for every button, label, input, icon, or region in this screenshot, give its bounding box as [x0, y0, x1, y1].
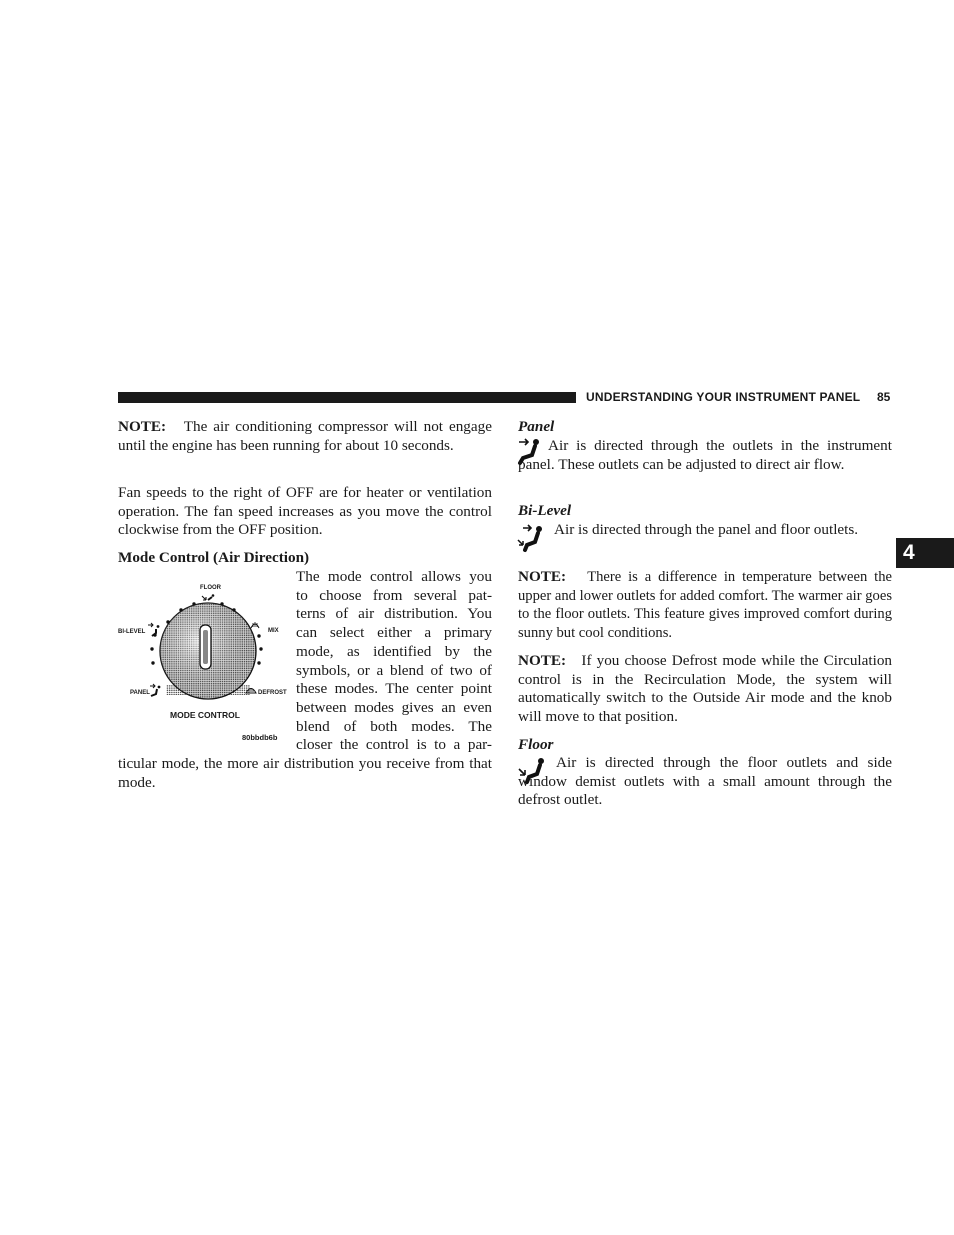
paragraph-line: blend of both modes. The — [296, 717, 492, 735]
label-floor: FLOOR — [200, 585, 221, 591]
paragraph-line: closer the control is to a par- — [296, 736, 492, 754]
panel-description — [518, 437, 892, 474]
paragraph-line: between modes gives an even — [296, 698, 492, 716]
note-text: There is a difference in temperature between the upper and lower outlets for added comfort. The warmer air goes to the floor outlets. This feature gives improved comfort during sunny but cool conditions. — [518, 569, 893, 642]
label-mix: MIX — [268, 628, 279, 634]
note-text: The air conditioning compressor will not engage until the engine has been running for about 10 seconds. — [118, 418, 492, 454]
dial-dot — [179, 608, 182, 611]
figure-code: 80bbdb6b — [242, 733, 278, 742]
mode-control-figure — [118, 577, 292, 743]
floor-vent-icon — [202, 594, 214, 600]
bi-level-description-text: Air is directed through the panel and floor outlets. — [554, 521, 859, 538]
label-bi-level: BI-LEVEL — [118, 629, 146, 635]
dial-dot — [257, 661, 260, 664]
paragraph-line: symbols, or a blend of two of — [296, 661, 492, 679]
figure-caption: MODE CONTROL — [170, 710, 240, 720]
paragraph-tail: ticular mode, the more air distribution you receive from that mode. — [118, 755, 492, 791]
running-header-title: UNDERSTANDING YOUR INSTRUMENT PANEL — [586, 390, 861, 404]
floor-description — [518, 754, 892, 810]
section-heading-mode-control: Mode Control (Air Direction) — [118, 549, 310, 566]
dial-dot — [257, 634, 260, 637]
note-label: NOTE: — [518, 652, 567, 669]
panel-description-text: Air is directed through the outlets in the instrument panel. These outlets can be adjusted to direct air flow. — [518, 437, 892, 473]
note-compressor — [118, 418, 492, 455]
note-label: NOTE: — [518, 568, 567, 585]
chapter-tab: 4 — [896, 538, 954, 568]
subheading-bi-level: Bi-Level — [518, 502, 572, 519]
note-defrost — [518, 652, 892, 727]
note-text: If you choose Defrost mode while the Circulation control is in the Recirculation Mode, the system will automatically switch to the Outside Air mode and the knob will move to that position. — [518, 652, 893, 726]
knob-pointer-slot — [203, 630, 208, 664]
dial-dot — [220, 602, 223, 605]
subheading-floor: Floor — [518, 736, 554, 753]
dial-dot — [192, 602, 195, 605]
panel-vent-icon — [150, 684, 160, 696]
paragraph-line: The mode control allows you — [296, 568, 492, 585]
paragraph-line: to choose from several pat- — [296, 586, 492, 604]
label-panel: PANEL — [130, 690, 150, 696]
dial-dot — [151, 661, 154, 664]
paragraph-line: these modes. The center point — [296, 680, 492, 698]
header-rule — [118, 392, 576, 403]
paragraph-line: mode, as identified by the — [296, 642, 492, 660]
note-temperature — [518, 568, 892, 643]
label-defrost: DEFROST — [258, 690, 287, 696]
dial-dot — [259, 647, 262, 650]
note-label: NOTE: — [118, 418, 167, 435]
bi-level-vent-icon — [148, 623, 159, 636]
fan-speed-paragraph: Fan speeds to the right of OFF are for heater or ventilation operation. The fan speed increases as you move the control clockwise from the OFF position. — [118, 484, 492, 539]
page-number: 85 — [877, 390, 891, 404]
dial-dot — [166, 620, 169, 623]
paragraph-line: terns of air distribution. You — [296, 605, 492, 623]
dial-dot — [232, 608, 235, 611]
paragraph-line: can select either a primary — [296, 624, 492, 642]
bi-level-description — [518, 521, 892, 540]
defrost-mix-icon — [251, 622, 259, 628]
floor-description-text: Air is directed through the floor outlets and side window demist outlets with a small amount through the defrost outlet. — [518, 754, 892, 809]
dial-dot — [150, 647, 153, 650]
subheading-panel: Panel — [518, 418, 555, 435]
